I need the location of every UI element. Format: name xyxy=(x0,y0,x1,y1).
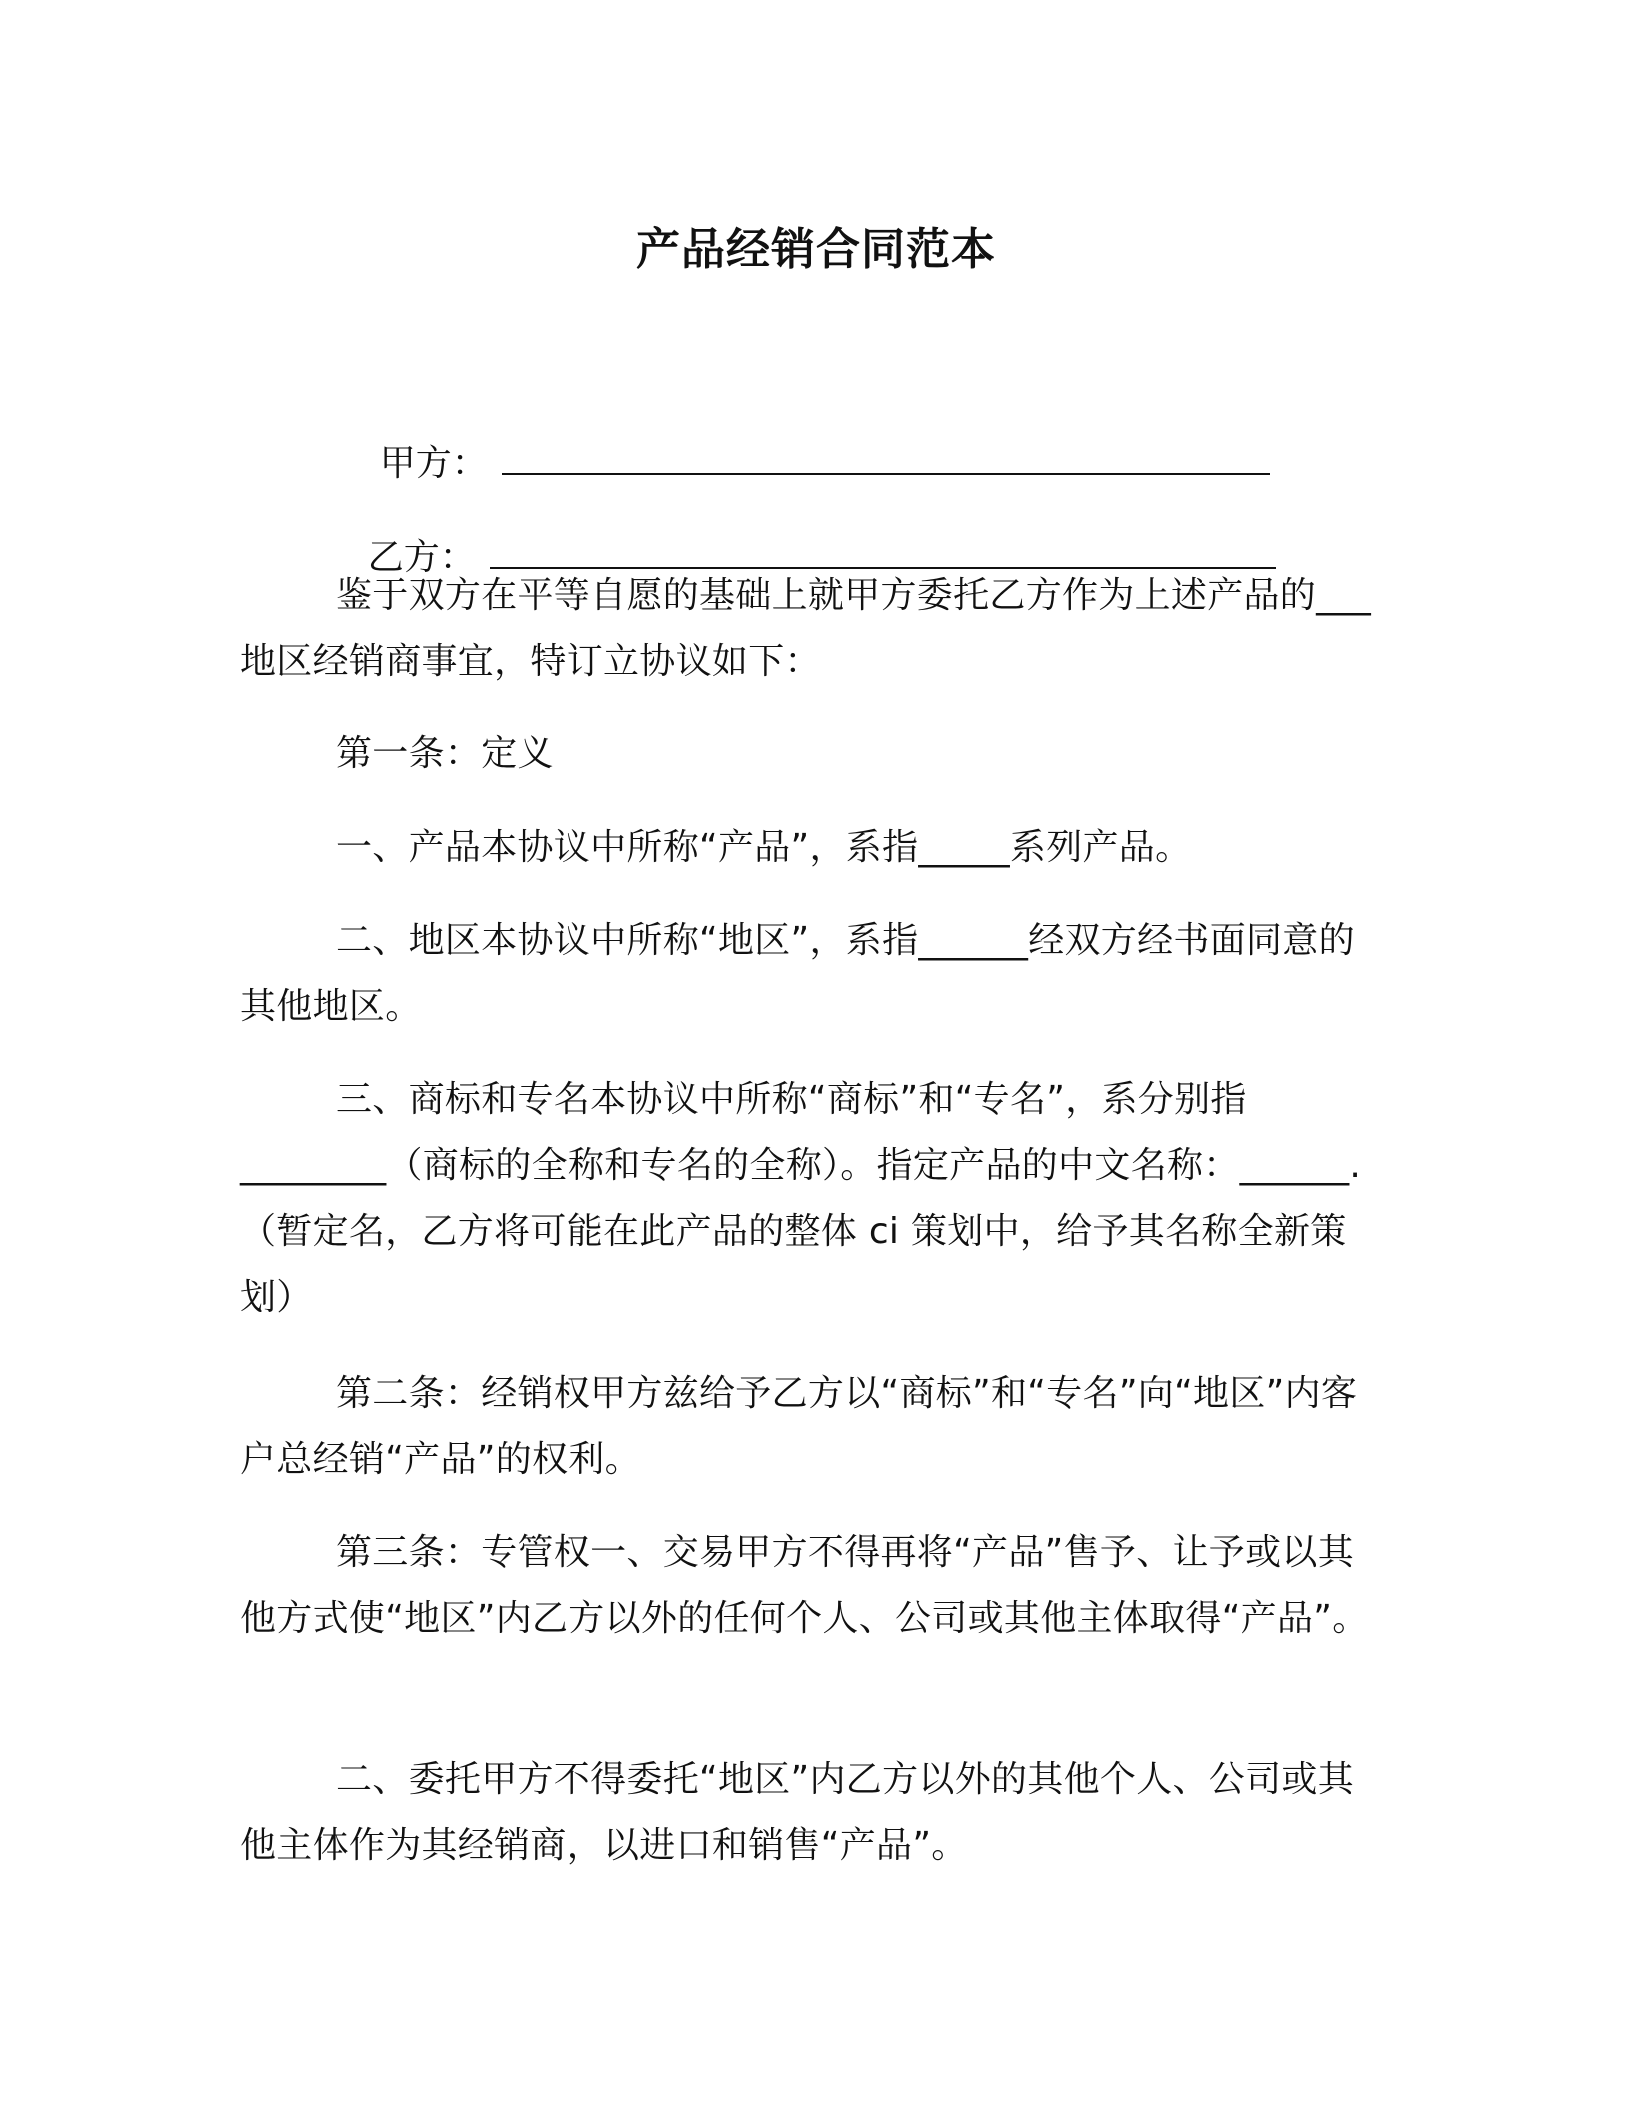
paragraph-article-3-item-2: 二、委托甲方不得委托“地区”内乙方以外的其他个人、公司或其他主体作为其经销商，以进口和销售“产品”。 xyxy=(240,1759,1355,1866)
party-a-blank xyxy=(502,445,1270,475)
paragraph-preamble: 鉴于双方在平等自愿的基础上就甲方委托乙方作为上述产品的___地区经销商事宜，特订立协议如下： xyxy=(240,575,1371,682)
paragraph-article-2: 第二条：经销权甲方兹给予乙方以“商标”和“专名”向“地区”内客户总经销“产品”的权利。 xyxy=(240,1373,1358,1480)
paragraph-definition-region: 二、地区本协议中所称“地区”，系指______经双方经书面同意的其他地区。 xyxy=(240,920,1355,1027)
paragraph-definition-trademark: 三、商标和专名本协议中所称“商标”和“专名”，系分别指________（商标的全称和专名的全称）。指定产品的中文名称：______.（暂定名，乙方将可能在此产品的整体 ci 策划中，给予其名称全新策划） xyxy=(240,1079,1362,1318)
paragraph-article-1-heading: 第一条：定义 xyxy=(336,733,554,774)
paragraph-definition-product: 一、产品本协议中所称“产品”，系指_____系列产品。 xyxy=(336,827,1192,868)
party-b-label: 乙方： xyxy=(367,537,476,578)
paragraph-article-3: 第三条：专管权一、交易甲方不得再将“产品”售予、让予或以其他方式使“地区”内乙方以外的任何个人、公司或其他主体取得“产品”。 xyxy=(240,1532,1369,1639)
document-title: 产品经销合同范本 xyxy=(636,224,996,275)
party-a-label: 甲方： xyxy=(379,443,488,484)
